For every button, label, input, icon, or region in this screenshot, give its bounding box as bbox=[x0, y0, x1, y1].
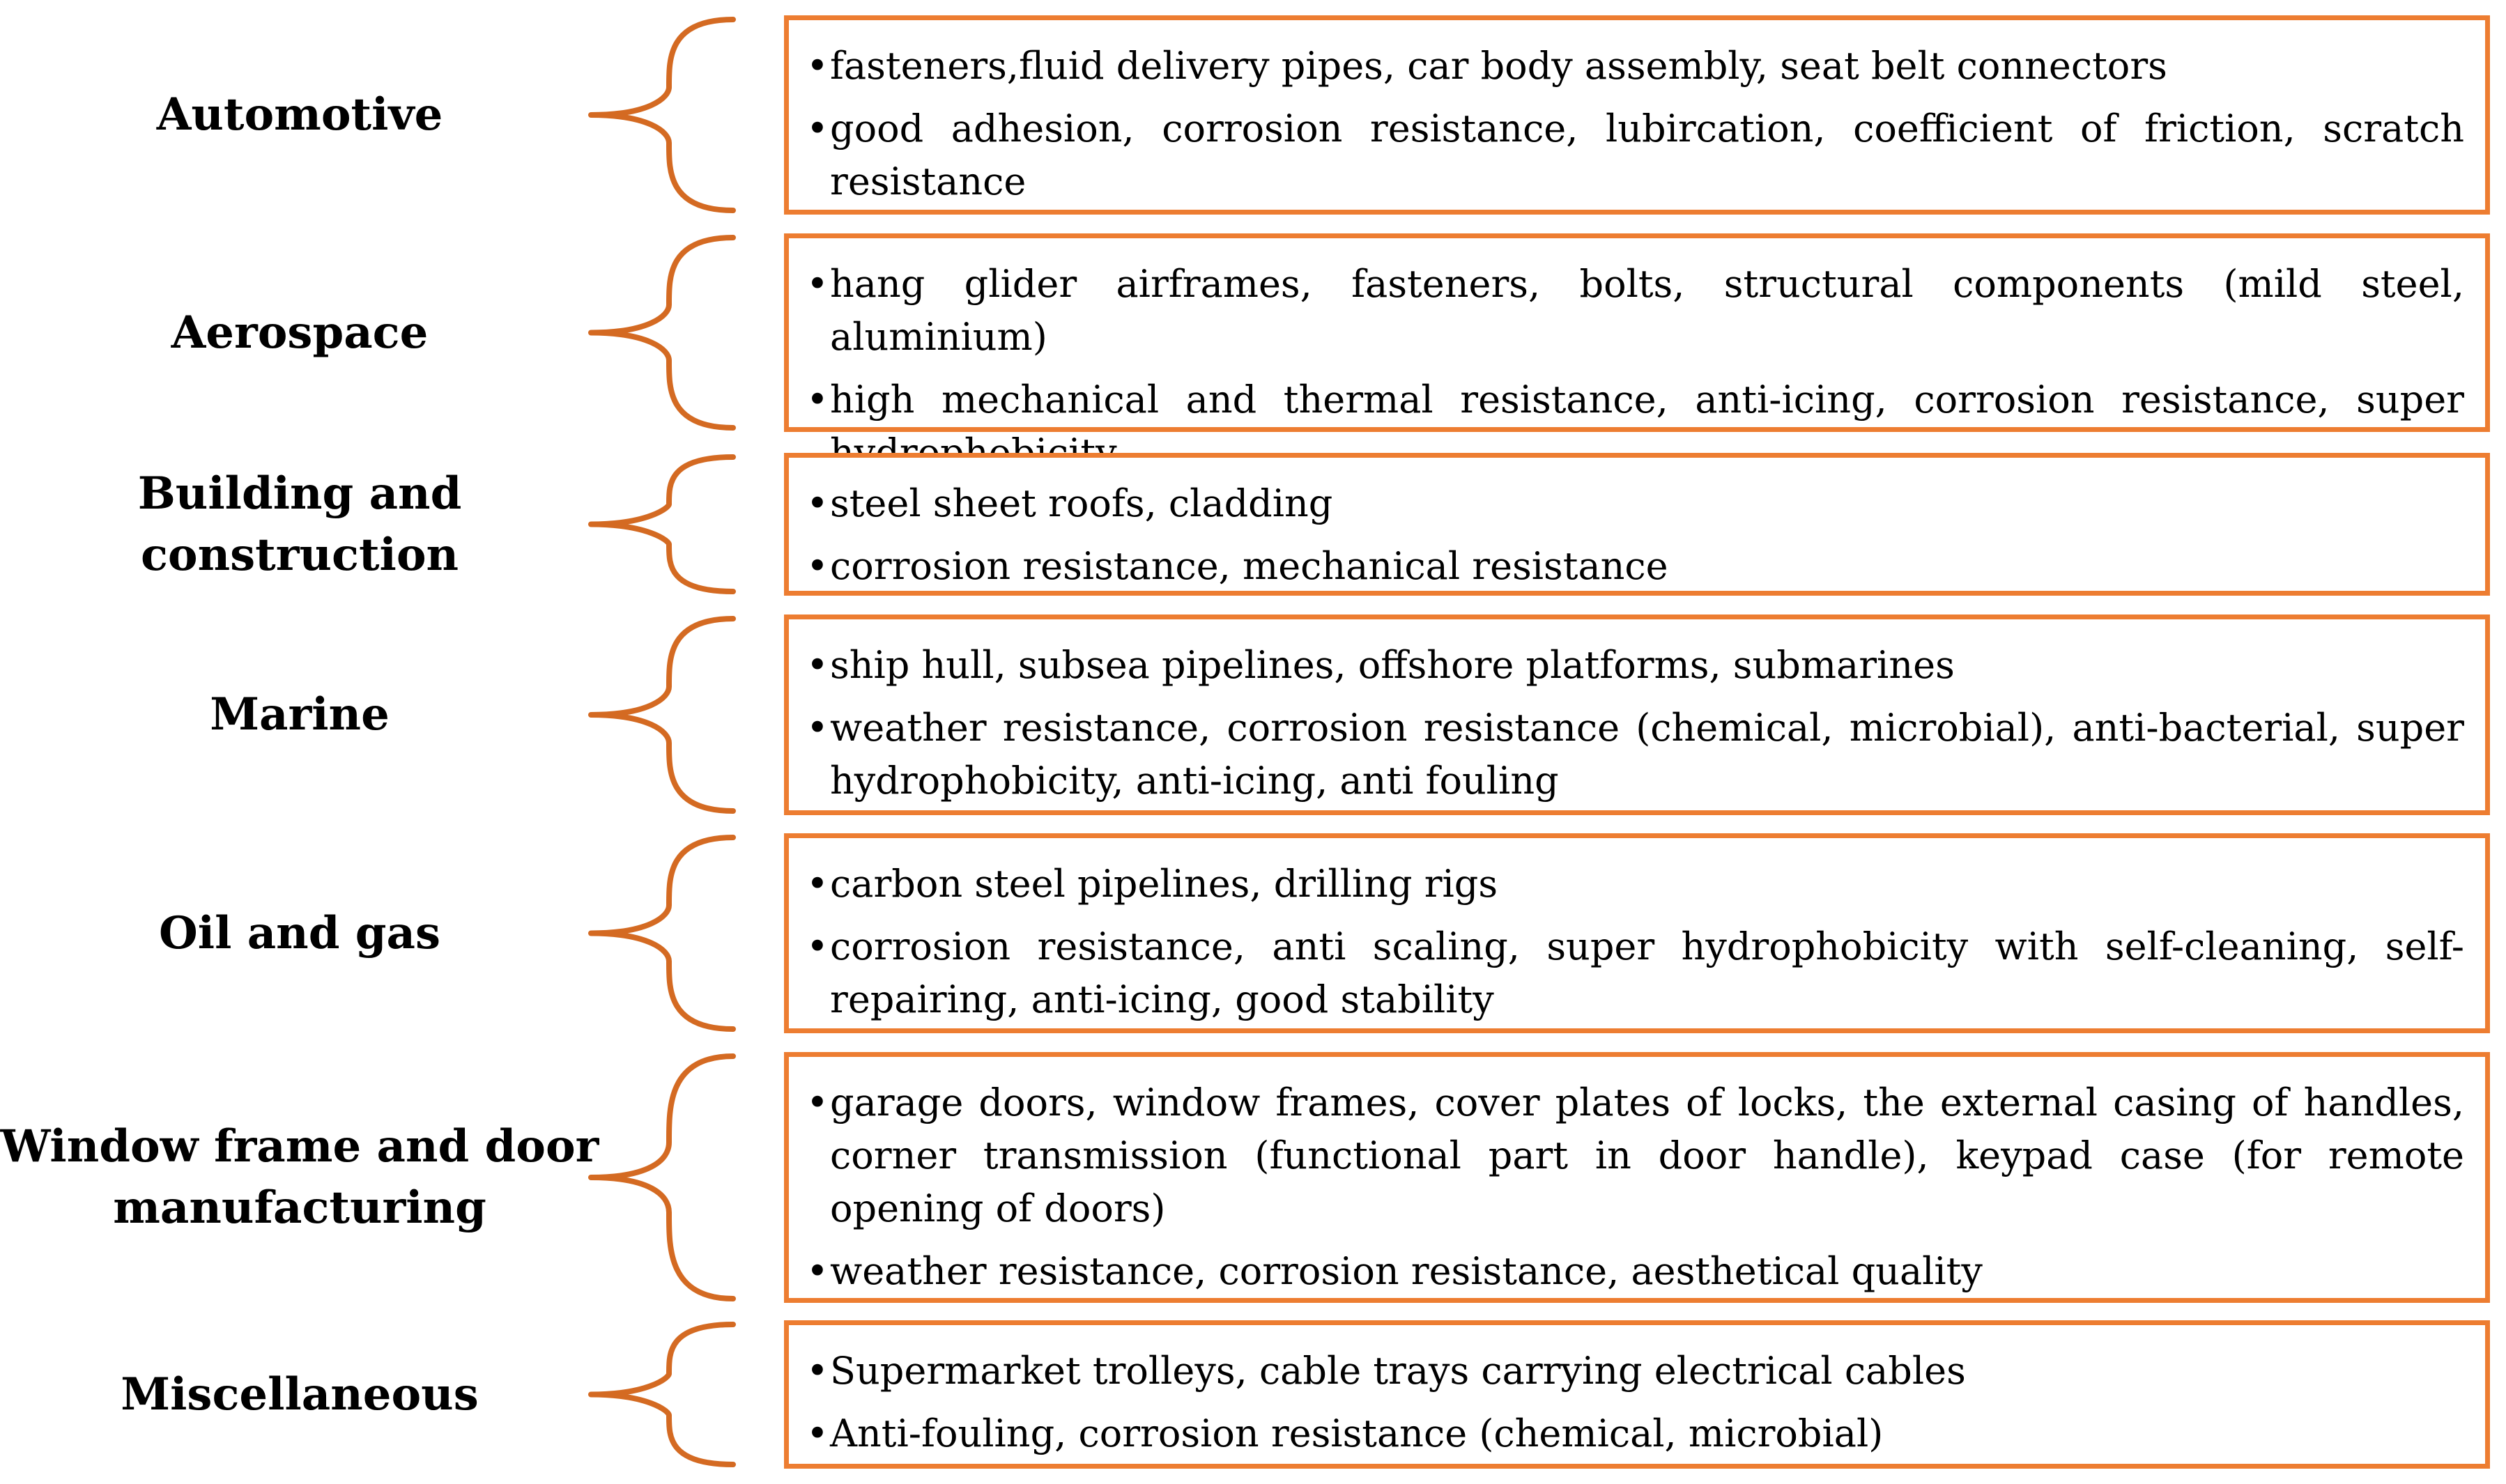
sector-details-box bbox=[784, 615, 2490, 815]
bullet-text: steel sheet roofs, cladding bbox=[830, 481, 1333, 525]
sector-label-line: Oil and gas bbox=[159, 906, 440, 959]
bullet-dot-icon: • bbox=[806, 643, 829, 687]
bullet-text: Anti-fouling, corrosion resistance (chemical, microbial) bbox=[830, 1412, 1884, 1455]
bullet-item bbox=[806, 702, 2464, 807]
sector-label bbox=[0, 233, 599, 432]
bullet-dot-icon: • bbox=[806, 706, 829, 750]
sector-label bbox=[0, 15, 599, 215]
bullet-text: high mechanical and thermal resistance, anti-icing, corrosion resistance, super bbox=[830, 378, 2464, 422]
bullet-item bbox=[806, 258, 2464, 364]
bullet-dot-icon: • bbox=[806, 925, 829, 968]
sector-details-box bbox=[784, 1320, 2490, 1469]
bullet-dot-icon: • bbox=[806, 378, 829, 422]
bullet-text: hang glider airframes, fasteners, bolts, structural components (mild steel, aluminium) bbox=[830, 262, 2464, 359]
curly-brace-icon bbox=[584, 1052, 744, 1303]
bullet-dot-icon: • bbox=[806, 481, 829, 525]
sector-label-line: manufacturing bbox=[113, 1182, 486, 1234]
bullet-dot-icon: • bbox=[806, 262, 829, 306]
curly-brace-icon bbox=[584, 833, 744, 1033]
bullet-text: ship hull, subsea pipelines, offshore platforms, submarines bbox=[830, 643, 1955, 687]
sector-label bbox=[0, 1320, 599, 1469]
bullet-dot-icon: • bbox=[806, 107, 829, 150]
sector-label-line: Automotive bbox=[156, 88, 443, 141]
bullet-text: corrosion resistance, mechanical resistance bbox=[830, 544, 1668, 588]
curly-brace-icon bbox=[584, 15, 744, 215]
bullet-dot-icon: • bbox=[806, 1081, 829, 1124]
sector-details-box bbox=[784, 833, 2490, 1033]
bullet-dot-icon: • bbox=[806, 1412, 829, 1455]
curly-brace-icon bbox=[584, 1320, 744, 1469]
bullet-dot-icon: • bbox=[806, 1349, 829, 1393]
bullet-dot-icon: • bbox=[806, 544, 829, 588]
bullet-dot-icon: • bbox=[806, 44, 829, 88]
bullet-dot-icon: • bbox=[806, 1249, 829, 1293]
bullet-item bbox=[806, 540, 2464, 593]
bullet-text: carbon steel pipelines, drilling rigs bbox=[830, 862, 1498, 906]
bullet-item bbox=[806, 40, 2464, 93]
bullet-item bbox=[806, 102, 2464, 208]
sector-label-line: Building and bbox=[137, 467, 462, 520]
curly-brace-icon bbox=[584, 233, 744, 432]
sector-details-box bbox=[784, 1052, 2490, 1303]
bullet-item bbox=[806, 920, 2464, 1026]
sector-label bbox=[0, 1052, 599, 1303]
bullet-item bbox=[806, 1345, 2464, 1398]
sector-details-box bbox=[784, 15, 2490, 215]
sector-label-line: Marine bbox=[210, 688, 390, 741]
bullet-item bbox=[806, 477, 2464, 530]
bullet-text: weather resistance, corrosion resistance (chemical, microbial), anti-bacterial, super hydrophobicity, anti-icing, anti fouling bbox=[830, 706, 2464, 803]
sector-label-line: Aerospace bbox=[171, 306, 429, 359]
bullet-item bbox=[806, 1407, 2464, 1460]
bullet-text: good adhesion, corrosion resistance, lubircation, coefficient of friction, scratch resistance bbox=[830, 107, 2464, 203]
sector-details-box bbox=[784, 453, 2490, 596]
bullet-item bbox=[806, 858, 2464, 911]
sector-label-line: construction bbox=[140, 528, 459, 581]
bullet-item bbox=[806, 1076, 2464, 1235]
bullet-text: fasteners,fluid delivery pipes, car body assembly, seat belt connectors bbox=[830, 44, 2167, 88]
bullet-item bbox=[806, 639, 2464, 692]
bullet-dot-icon: • bbox=[806, 862, 829, 906]
bullet-text: Supermarket trolleys, cable trays carrying electrical cables bbox=[830, 1349, 1966, 1393]
bullet-text: weather resistance, corrosion resistance, aesthetical quality bbox=[830, 1249, 1983, 1293]
sector-label bbox=[0, 833, 599, 1033]
curly-brace-icon bbox=[584, 615, 744, 815]
sector-label-line: Window frame and door bbox=[0, 1120, 599, 1173]
bullet-item bbox=[806, 1245, 2464, 1298]
bullet-text: garage doors, window frames, cover plates of locks, the external casing of handles, corner transmission (functional part in door handle), keypad case (for remote opening of doors) bbox=[830, 1081, 2464, 1230]
sector-label bbox=[0, 453, 599, 596]
bullet-text: corrosion resistance, anti scaling, super hydrophobicity with self-cleaning, self-repairing, anti-icing, good stability bbox=[830, 925, 2464, 1021]
sector-details-box bbox=[784, 233, 2490, 432]
sector-label bbox=[0, 615, 599, 815]
curly-brace-icon bbox=[584, 453, 744, 596]
sector-label-line: Miscellaneous bbox=[121, 1368, 479, 1421]
